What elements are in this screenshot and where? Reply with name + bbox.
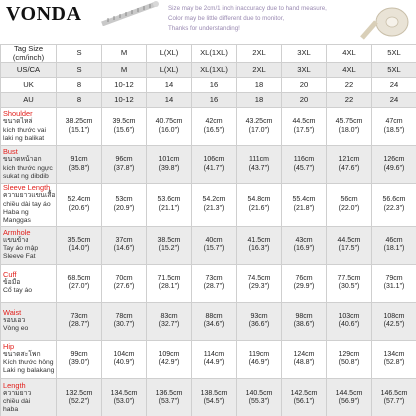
size-cell: M: [102, 45, 147, 63]
measure-value-cell: [102, 378, 147, 416]
measure-value-cell: [192, 226, 237, 264]
measure-value-cell: [192, 184, 237, 226]
cm-value: 70cm: [115, 274, 133, 282]
measure-name: Length: [3, 380, 26, 390]
us-size-row: [1, 63, 416, 78]
measure-translation: Laki ng balakang: [3, 367, 55, 375]
au-cell: 24: [372, 93, 416, 108]
tape-roll-icon: [360, 0, 416, 40]
size-cell: 3XL: [282, 45, 327, 63]
au-size-row: [1, 93, 416, 108]
inch-value: (43.7"): [248, 164, 270, 172]
inch-value: (28.7"): [203, 283, 225, 291]
measure-value-cell: [237, 302, 282, 340]
measure-value-cell: [57, 264, 102, 302]
measure-translation: ขนาดไหล่: [3, 118, 33, 126]
cm-value: 55.4cm: [292, 196, 316, 204]
inch-value: (14.0"): [68, 245, 90, 253]
cm-value: 41.5cm: [247, 236, 271, 244]
measure-value-cell: [192, 378, 237, 416]
us-cell: XL(1XL): [192, 63, 237, 78]
cm-value: 134.5cm: [110, 389, 138, 397]
measure-value-cell: [282, 264, 327, 302]
inch-value: (16.5"): [203, 126, 225, 134]
measure-label-cell: [1, 108, 57, 146]
measure-translation: kích thước vai: [3, 126, 47, 134]
inch-value: (42.9"): [158, 359, 180, 367]
inch-value: (15.7"): [203, 245, 225, 253]
cm-value: 46cm: [385, 236, 403, 244]
measure-row: [1, 340, 416, 378]
measure-translation: ความยาวแขนเสื้อ: [3, 192, 56, 200]
measure-row: [1, 264, 416, 302]
cm-value: 76cm: [295, 274, 313, 282]
us-cell: M: [102, 63, 147, 78]
cm-value: 91cm: [70, 156, 88, 164]
measure-name: Cuff: [3, 269, 17, 279]
inch-value: (21.8"): [293, 204, 315, 212]
inch-value: (16.0"): [158, 126, 180, 134]
cm-value: 40cm: [205, 236, 223, 244]
inch-value: (49.6"): [383, 164, 405, 172]
measure-value-cell: [282, 108, 327, 146]
size-cell: 4XL: [327, 45, 372, 63]
cm-value: 126cm: [383, 156, 405, 164]
inch-value: (38.6"): [293, 321, 315, 329]
measure-value-cell: [147, 108, 192, 146]
brand-logo: VONDA: [6, 3, 82, 25]
header: [0, 0, 416, 44]
cm-value: 93cm: [250, 312, 268, 320]
measure-value-cell: [57, 226, 102, 264]
inch-value: (14.6"): [113, 245, 135, 253]
measure-translation: Cổ tay áo: [3, 287, 33, 295]
measure-translation: Sleeve Fat: [3, 253, 36, 261]
inch-value: (35.8"): [68, 164, 90, 172]
size-cell: 2XL: [237, 45, 282, 63]
inch-value: (57.7"): [383, 398, 405, 406]
inch-value: (17.5"): [338, 245, 360, 253]
cm-value: 99cm: [70, 350, 88, 358]
inch-value: (21.3"): [203, 204, 225, 212]
note-line-3: Thanks for understanding!: [168, 25, 240, 32]
inch-value: (42.5"): [383, 321, 405, 329]
cm-value: 116cm: [293, 156, 315, 164]
inch-value: (55.3"): [248, 398, 270, 406]
cm-value: 138.5cm: [200, 389, 228, 397]
us-label: US/CA: [1, 63, 57, 78]
cm-value: 35.5cm: [67, 236, 91, 244]
cm-value: 142.5cm: [290, 389, 318, 397]
measure-value-cell: [192, 264, 237, 302]
cm-value: 45.75cm: [335, 118, 363, 126]
cm-value: 146.5cm: [380, 389, 408, 397]
inch-value: (30.5"): [338, 283, 360, 291]
cm-value: 119cm: [248, 350, 270, 358]
us-cell: 3XL: [282, 63, 327, 78]
measure-value-cell: [282, 378, 327, 416]
measure-value-cell: [237, 264, 282, 302]
cm-value: 44.5cm: [292, 118, 316, 126]
cm-value: 83cm: [160, 312, 178, 320]
measure-value-cell: [372, 302, 416, 340]
cm-value: 43.25cm: [245, 118, 273, 126]
size-cell: 5XL: [372, 45, 416, 63]
cm-value: 124cm: [293, 350, 315, 358]
cm-value: 53.6cm: [157, 196, 181, 204]
au-cell: 20: [282, 93, 327, 108]
measuring-tape-icon: [100, 0, 160, 26]
inch-value: (40.6"): [338, 321, 360, 329]
measure-value-cell: [102, 302, 147, 340]
measure-value-cell: [282, 340, 327, 378]
cm-value: 78cm: [115, 312, 133, 320]
inch-value: (18.5"): [383, 126, 405, 134]
inch-value: (53.7"): [158, 398, 180, 406]
cm-value: 98cm: [295, 312, 313, 320]
inch-value: (36.6"): [248, 321, 270, 329]
inch-value: (15.6"): [113, 126, 135, 134]
cm-value: 111cm: [249, 156, 269, 164]
cm-value: 68.5cm: [67, 274, 91, 282]
measure-value-cell: [327, 146, 372, 184]
cm-value: 77.5cm: [337, 274, 361, 282]
measure-translation: แขนข้าง: [3, 236, 29, 244]
inch-value: (32.7"): [158, 321, 180, 329]
measure-row: [1, 184, 416, 226]
cm-value: 73cm: [205, 274, 223, 282]
cm-value: 38.25cm: [65, 118, 93, 126]
measure-row: [1, 302, 416, 340]
measure-value-cell: [327, 184, 372, 226]
inch-value: (37.8"): [113, 164, 135, 172]
measure-value-cell: [327, 302, 372, 340]
inch-value: (53.0"): [113, 398, 135, 406]
measure-translation: chiều dài tay áo: [3, 200, 51, 208]
measure-row: [1, 146, 416, 184]
uk-cell: 14: [147, 78, 192, 93]
size-cell: L(XL): [147, 45, 192, 63]
measure-translation: Haba ng Manggas: [3, 209, 31, 225]
cm-value: 56cm: [340, 196, 358, 204]
measure-value-cell: [147, 378, 192, 416]
cm-value: 73cm: [70, 312, 88, 320]
measure-translation: Kích thước hông: [3, 359, 54, 367]
inch-value: (50.8"): [338, 359, 360, 367]
measure-value-cell: [147, 302, 192, 340]
cm-value: 54.2cm: [202, 196, 226, 204]
inch-value: (29.9"): [293, 283, 315, 291]
inch-value: (56.1"): [293, 398, 315, 406]
measure-translation: ขนาดสะโพก: [3, 350, 41, 358]
measure-value-cell: [192, 146, 237, 184]
measure-value-cell: [147, 226, 192, 264]
cm-value: 42cm: [205, 118, 223, 126]
au-label: AU: [1, 93, 57, 108]
cm-value: 52.4cm: [67, 196, 91, 204]
inch-value: (52.2"): [68, 398, 90, 406]
cm-value: 53cm: [115, 196, 133, 204]
measure-value-cell: [327, 108, 372, 146]
measure-name: Armhole: [3, 227, 31, 237]
measure-value-cell: [147, 340, 192, 378]
cm-value: 43cm: [295, 236, 313, 244]
measure-label-cell: [1, 264, 57, 302]
au-cell: 10-12: [102, 93, 147, 108]
inch-value: (34.6"): [203, 321, 225, 329]
measure-row: [1, 378, 416, 416]
measure-value-cell: [147, 146, 192, 184]
inch-value: (22.0"): [338, 204, 360, 212]
measure-name: Shoulder: [3, 109, 33, 119]
inch-value: (27.6"): [113, 283, 135, 291]
measure-value-cell: [192, 340, 237, 378]
measure-value-cell: [327, 340, 372, 378]
measure-name: Sleeve Length: [3, 183, 51, 193]
measure-value-cell: [372, 184, 416, 226]
au-cell: 18: [237, 93, 282, 108]
cm-value: 88cm: [205, 312, 223, 320]
inch-value: (41.7"): [203, 164, 225, 172]
us-cell: 4XL: [327, 63, 372, 78]
inch-value: (15.1"): [68, 126, 90, 134]
size-cell: XL(1XL): [192, 45, 237, 63]
measure-value-cell: [102, 226, 147, 264]
measure-translation: Vòng eo: [3, 325, 29, 333]
measure-row: [1, 226, 416, 264]
cm-value: 104cm: [113, 350, 135, 358]
inch-value: (17.5"): [293, 126, 315, 134]
tag-size-label: Tag Size (cm/inch): [1, 45, 57, 63]
us-cell: S: [57, 63, 102, 78]
measure-value-cell: [147, 184, 192, 226]
cm-value: 144.5cm: [335, 389, 363, 397]
note-line-1: Size may be 2cm/1 inch inaccuracy due to hand measure,: [168, 5, 327, 12]
measure-translation: sukat ng dibdib: [3, 172, 49, 180]
measure-value-cell: [237, 146, 282, 184]
measure-value-cell: [237, 226, 282, 264]
cm-value: 56.6cm: [382, 196, 406, 204]
measure-row: [1, 108, 416, 146]
inch-value: (17.0"): [248, 126, 270, 134]
tag-size-row: [1, 45, 416, 63]
measure-value-cell: [237, 340, 282, 378]
measure-value-cell: [192, 302, 237, 340]
measure-translation: laki ng balikat: [3, 134, 45, 142]
cm-value: 114cm: [203, 350, 225, 358]
cm-value: 71.5cm: [157, 274, 181, 282]
measure-value-cell: [327, 378, 372, 416]
measure-translation: haba: [3, 406, 19, 414]
measure-translation: ขนาดหน้าอก: [3, 156, 42, 164]
measure-label-cell: [1, 302, 57, 340]
inch-value: (20.9"): [113, 204, 135, 212]
measure-value-cell: [282, 226, 327, 264]
inch-value: (28.1"): [158, 283, 180, 291]
cm-value: 74.5cm: [247, 274, 271, 282]
inch-value: (21.6"): [248, 204, 270, 212]
measure-value-cell: [102, 184, 147, 226]
inch-value: (18.0"): [338, 126, 360, 134]
inch-value: (56.9"): [338, 398, 360, 406]
cm-value: 121cm: [338, 156, 360, 164]
measure-value-cell: [237, 108, 282, 146]
au-cell: 16: [192, 93, 237, 108]
measure-value-cell: [102, 108, 147, 146]
measure-translation: chiều dài: [3, 398, 31, 406]
inch-value: (30.7"): [113, 321, 135, 329]
measure-name: Bust: [3, 147, 18, 157]
measure-value-cell: [192, 108, 237, 146]
inch-value: (39.0"): [68, 359, 90, 367]
measure-translation: รอบเอว: [3, 317, 26, 325]
inch-value: (29.3"): [248, 283, 270, 291]
measure-value-cell: [102, 340, 147, 378]
measure-translation: ข้อมือ: [3, 279, 21, 287]
us-cell: 2XL: [237, 63, 282, 78]
measure-value-cell: [372, 226, 416, 264]
uk-cell: 8: [57, 78, 102, 93]
inch-value: (27.0"): [68, 283, 90, 291]
measure-value-cell: [57, 146, 102, 184]
us-cell: L(XL): [147, 63, 192, 78]
measure-name: Hip: [3, 341, 15, 351]
measure-value-cell: [237, 184, 282, 226]
uk-label: UK: [1, 78, 57, 93]
measure-value-cell: [372, 378, 416, 416]
measure-value-cell: [237, 378, 282, 416]
measure-label-cell: [1, 184, 57, 226]
measure-label-cell: [1, 340, 57, 378]
uk-cell: 24: [372, 78, 416, 93]
measure-value-cell: [57, 378, 102, 416]
inch-value: (47.6"): [338, 164, 360, 172]
measure-label-cell: [1, 378, 57, 416]
inch-value: (31.1"): [383, 283, 405, 291]
inch-value: (48.8"): [293, 359, 315, 367]
measure-value-cell: [282, 146, 327, 184]
measure-name: Waist: [3, 307, 22, 317]
inch-value: (40.9"): [113, 359, 135, 367]
measure-translation: kích thước ngực: [3, 164, 53, 172]
cm-value: 136.5cm: [155, 389, 183, 397]
measure-value-cell: [282, 302, 327, 340]
measure-value-cell: [372, 146, 416, 184]
note-line-2: Color may be little different due to monitor,: [168, 15, 285, 22]
cm-value: 47cm: [385, 118, 403, 126]
cm-value: 54.8cm: [247, 196, 271, 204]
cm-value: 108cm: [383, 312, 405, 320]
measure-value-cell: [57, 108, 102, 146]
inch-value: (46.9"): [248, 359, 270, 367]
measure-value-cell: [57, 184, 102, 226]
measure-value-cell: [282, 184, 327, 226]
measure-value-cell: [57, 340, 102, 378]
cm-value: 79cm: [385, 274, 403, 282]
measure-translation: Tay áo mập: [3, 245, 39, 253]
size-chart-table: [0, 44, 416, 416]
inch-value: (28.7"): [68, 321, 90, 329]
inch-value: (18.1"): [383, 245, 405, 253]
inch-value: (21.1"): [158, 204, 180, 212]
cm-value: 103cm: [338, 312, 360, 320]
uk-cell: 18: [237, 78, 282, 93]
cm-value: 40.75cm: [155, 118, 183, 126]
inch-value: (44.9"): [203, 359, 225, 367]
cm-value: 109cm: [158, 350, 180, 358]
inch-value: (52.8"): [383, 359, 405, 367]
uk-cell: 16: [192, 78, 237, 93]
measure-value-cell: [147, 264, 192, 302]
measure-value-cell: [327, 264, 372, 302]
au-cell: 22: [327, 93, 372, 108]
cm-value: 44.5cm: [337, 236, 361, 244]
uk-size-row: [1, 78, 416, 93]
au-cell: 8: [57, 93, 102, 108]
measure-translation: ความยาว: [3, 389, 32, 397]
uk-cell: 10-12: [102, 78, 147, 93]
uk-cell: 22: [327, 78, 372, 93]
cm-value: 129cm: [338, 350, 360, 358]
measure-label-cell: [1, 226, 57, 264]
cm-value: 106cm: [203, 156, 225, 164]
uk-cell: 20: [282, 78, 327, 93]
cm-value: 96cm: [115, 156, 133, 164]
size-cell: S: [57, 45, 102, 63]
measure-value-cell: [102, 264, 147, 302]
au-cell: 14: [147, 93, 192, 108]
measure-value-cell: [372, 108, 416, 146]
inch-value: (54.5"): [203, 398, 225, 406]
size-notes: [168, 4, 358, 34]
measure-value-cell: [372, 340, 416, 378]
us-cell: 5XL: [372, 63, 416, 78]
cm-value: 37cm: [115, 236, 133, 244]
inch-value: (16.9"): [293, 245, 315, 253]
measure-label-cell: [1, 146, 57, 184]
cm-value: 132.5cm: [65, 389, 93, 397]
measure-value-cell: [372, 264, 416, 302]
cm-value: 38.5cm: [157, 236, 181, 244]
cm-value: 101cm: [158, 156, 180, 164]
measure-value-cell: [57, 302, 102, 340]
cm-value: 140.5cm: [245, 389, 273, 397]
inch-value: (22.3"): [383, 204, 405, 212]
inch-value: (39.8"): [158, 164, 180, 172]
measure-value-cell: [327, 226, 372, 264]
measure-value-cell: [102, 146, 147, 184]
cm-value: 134cm: [383, 350, 405, 358]
inch-value: (16.3"): [248, 245, 270, 253]
inch-value: (20.6"): [68, 204, 90, 212]
cm-value: 39.5cm: [112, 118, 136, 126]
inch-value: (45.7"): [293, 164, 315, 172]
inch-value: (15.2"): [158, 245, 180, 253]
